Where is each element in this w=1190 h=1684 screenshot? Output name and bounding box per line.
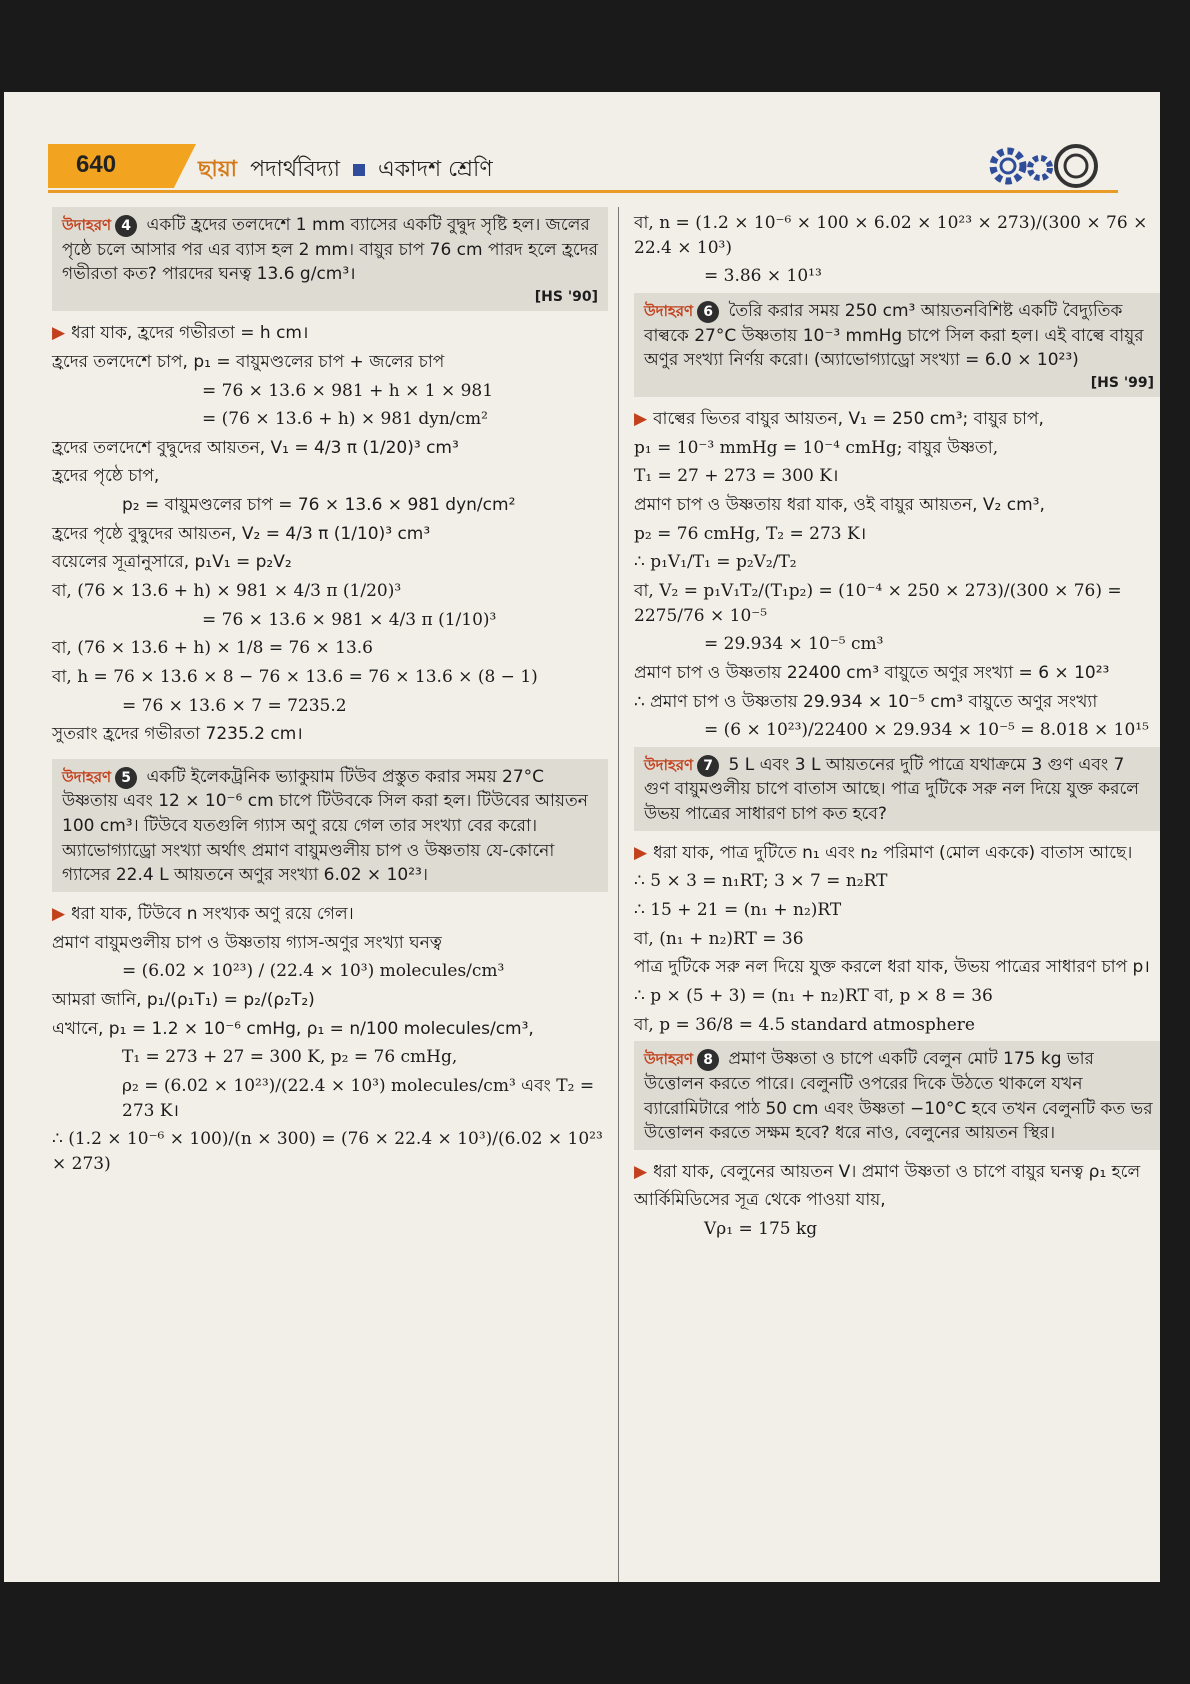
example-4-question <box>52 207 608 311</box>
solution-text: ধরা যাক, পাত্র দুটিতে n₁ এবং n₂ পরিমাণ (মোল এককে) বাতাস আছে। <box>653 842 1133 863</box>
solution-line <box>52 902 608 927</box>
example-tag: উদাহরণ <box>644 1050 694 1069</box>
equation: বা, (76 × 13.6 + h) × 981 × 4/3 π (1/20)³ <box>52 580 402 601</box>
solution-line: ∴ প্রমাণ চাপ ও উষ্ণতায় 29.934 × 10⁻⁵ cm³ বায়ুতে অণুর সংখ্যা <box>634 691 1098 712</box>
gears-icon <box>978 136 1098 196</box>
equation: p₂ = বায়ুমণ্ডলের চাপ = 76 × 13.6 × 981 dyn/cm² <box>122 495 516 516</box>
equation: T₁ = 27 + 273 = 300 K। <box>634 466 839 487</box>
solution-line <box>634 841 1160 866</box>
page-number-tab <box>48 144 196 188</box>
page-header <box>48 144 1160 190</box>
equation: p₁ = 10⁻³ mmHg = 10⁻⁴ cmHg; বায়ুর উষ্ণতা, <box>634 437 999 458</box>
solution-text: ধরা যাক, টিউবে n সংখ্যক অণু রয়ে গেল। <box>71 904 354 925</box>
solution-text: ধরা যাক, বেলুনের আয়তন V। প্রমাণ উষ্ণতা ও চাপে বায়ুর ঘনত্ব ρ₁ হলে <box>653 1161 1141 1182</box>
question-text: তৈরি করার সময় 250 cm³ আয়তনবিশিষ্ট একটি বৈদ্যুতিক বাল্বকে 27°C উষ্ণতায় 10⁻³ mmHg চাপে সিল করা হল। এই বাল্বে বায়ুর অণুর সংখ্যা নির্ণয় করো। (অ্যাভোগ্যাড্রো সংখ্যা = 6.0 × 10²³) <box>644 300 1144 371</box>
solution-line: প্রমাণ চাপ ও উষ্ণতায় ধরা যাক, ওই বায়ুর আয়তন, V₂ cm³, <box>634 495 1045 516</box>
column-divider <box>618 207 619 1582</box>
example-tag: উদাহরণ <box>644 755 694 774</box>
header-rule <box>48 190 1118 193</box>
example-number: 8 <box>697 1049 719 1071</box>
exam-reference: [HS '90] <box>534 288 598 305</box>
equation: ∴ 5 × 3 = n₁RT; 3 × 7 = n₂RT <box>634 871 888 892</box>
brand-logo: ছায়া <box>198 157 238 182</box>
example-number: 6 <box>697 301 719 323</box>
question-text: একটি ইলেকট্রনিক ভ্যাকুয়াম টিউব প্রস্তুত করার সময় 27°C উষ্ণতায় এবং 12 × 10⁻⁶ cm চাপে টিউবকে সিল করা হল। টিউবের আয়তন 100 cm³। টিউবে যতগুলি গ্যাস অণু রয়ে গেল তার সংখ্যা বের করো। অ্যাভোগ্যাড্রো সংখ্যা অর্থাৎ প্রমাণ বায়ুমণ্ডলীয় চাপ ও উষ্ণতায় যে-কোনো গ্যাসের 22.4 L আয়তনে অণুর সংখ্যা 6.02 × 10²³। <box>62 766 588 886</box>
triangle-bullet-icon: ▶ <box>634 1161 648 1182</box>
equation: ∴ (1.2 × 10⁻⁶ × 100)/(n × 300) = (76 × 22.4 × 10³)/(6.02 × 10²³ × 273) <box>52 1129 603 1174</box>
solution-line: আর্কিমিডিসের সূত্র থেকে পাওয়া যায়, <box>634 1190 886 1211</box>
triangle-bullet-icon: ▶ <box>634 842 648 863</box>
equation: = (76 × 13.6 + h) × 981 dyn/cm² <box>202 409 488 430</box>
solution-line: প্রমাণ চাপ ও উষ্ণতায় 22400 cm³ বায়ুতে অণুর সংখ্যা = 6 × 10²³ <box>634 662 1110 683</box>
page-number: 640 <box>76 151 117 178</box>
solution-text: বাল্বের ভিতর বায়ুর আয়তন, V₁ = 250 cm³; বায়ুর চাপ, <box>653 409 1044 430</box>
solution-line: পাত্র দুটিকে সরু নল দিয়ে যুক্ত করলে ধরা যাক, উভয় পাত্রের সাধারণ চাপ p। <box>634 957 1150 978</box>
book-title <box>198 152 493 189</box>
example-5-question <box>52 759 608 892</box>
equation: = (6.02 × 10²³) / (22.4 × 10³) molecules/cm³ <box>122 961 505 982</box>
solution-line: এখানে, p₁ = 1.2 × 10⁻⁶ cmHg, ρ₁ = n/100 molecules/cm³, <box>52 1018 534 1039</box>
answer-line: সুতরাং হ্রদের গভীরতা 7235.2 cm। <box>52 724 303 745</box>
equation: = 29.934 × 10⁻⁵ cm³ <box>704 634 884 655</box>
example-6-question <box>634 293 1160 397</box>
equation: বা, (76 × 13.6 + h) × 1/8 = 76 × 13.6 <box>52 638 373 659</box>
solution-line <box>634 407 1160 432</box>
equation: p₂ = 76 cmHg, T₂ = 273 K। <box>634 523 867 544</box>
answer-line: = 3.86 × 10¹³ <box>704 266 822 287</box>
example-8-question <box>634 1041 1160 1150</box>
class-label: একাদশ শ্রেণি <box>378 157 493 182</box>
question-text: 5 L এবং 3 L আয়তনের দুটি পাত্রে যথাক্রমে 3 গুণ এবং 7 গুণ বায়ুমণ্ডলীয় চাপে বাতাস আছে। পাত্র দুটিকে সরু নল দিয়ে যুক্ত করলে উভয় পাত্রের সাধারণ চাপ কত হবে? <box>644 754 1139 825</box>
spacer <box>52 751 608 759</box>
solution-line: হ্রদের তলদেশে চাপ, p₁ = বায়ুমণ্ডলের চাপ + জলের চাপ <box>52 351 445 372</box>
left-column <box>52 207 608 1180</box>
equation: T₁ = 273 + 27 = 300 K, p₂ = 76 cmHg, <box>122 1047 458 1068</box>
example-7-question <box>634 747 1160 831</box>
example-number: 4 <box>115 215 137 237</box>
equation: = 76 × 13.6 × 981 × 4/3 π (1/10)³ <box>202 609 497 630</box>
triangle-bullet-icon: ▶ <box>52 323 66 344</box>
equation: = 76 × 13.6 × 981 + h × 1 × 981 <box>202 380 494 401</box>
equation: বা, n = (1.2 × 10⁻⁶ × 100 × 6.02 × 10²³ × 273)/(300 × 76 × 22.4 × 10³) <box>634 213 1148 258</box>
solution-line <box>634 1160 1160 1185</box>
equation: বা, h = 76 × 13.6 × 8 − 76 × 13.6 = 76 × 13.6 × (8 − 1) <box>52 666 538 687</box>
triangle-bullet-icon: ▶ <box>52 904 66 925</box>
example-tag: উদাহরণ <box>62 767 112 786</box>
equation: ∴ p × (5 + 3) = (n₁ + n₂)RT বা, p × 8 = 36 <box>634 985 993 1006</box>
example-tag: উদাহরণ <box>62 216 112 234</box>
triangle-bullet-icon: ▶ <box>634 409 648 430</box>
equation: ρ₂ = (6.02 × 10²³)/(22.4 × 10³) molecules/cm³ এবং T₂ = 273 K। <box>122 1075 595 1121</box>
exam-reference: [HS '99] <box>1090 374 1154 391</box>
answer-line: বা, p = 36/8 = 4.5 standard atmosphere <box>634 1014 975 1035</box>
solution-line: বয়েলের সূত্রানুসারে, p₁V₁ = p₂V₂ <box>52 552 292 573</box>
solution-line: হ্রদের তলদেশে বুদ্বুদের আয়তন, V₁ = 4/3 π (1/20)³ cm³ <box>52 437 459 458</box>
solution-line: আমরা জানি, p₁/(ρ₁T₁) = p₂/(ρ₂T₂) <box>52 989 315 1010</box>
solution-line: প্রমাণ বায়ুমণ্ডলীয় চাপ ও উষ্ণতায় গ্যাস-অণুর সংখ্যা ঘনত্ব <box>52 932 442 953</box>
equation: ∴ p₁V₁/T₁ = p₂V₂/T₂ <box>634 552 797 573</box>
square-bullet-icon <box>353 164 365 176</box>
answer-line: = (6 × 10²³)/22400 × 29.934 × 10⁻⁵ = 8.018 × 10¹⁵ <box>704 720 1149 741</box>
equation: ∴ 15 + 21 = (n₁ + n₂)RT <box>634 900 842 921</box>
equation: বা, V₂ = p₁V₁T₂/(T₁p₂) = (10⁻⁴ × 250 × 273)/(300 × 76) = 2275/76 × 10⁻⁵ <box>634 580 1122 626</box>
equation: Vρ₁ = 175 kg <box>704 1219 818 1240</box>
question-text: প্রমাণ উষ্ণতা ও চাপে একটি বেলুন মোট 175 kg ভার উত্তোলন করতে পারে। বেলুনটি ওপরের দিকে উঠতে থাকলে যখন ব্যারোমিটারে পাঠ 50 cm এবং উষ্ণতা −10°C হবে তখন বেলুনটি কত ভর উত্তোলন করতে সক্ষম হবে? ধরে নাও, বেলুনের আয়তন স্থির। <box>644 1049 1153 1144</box>
solution-line <box>52 321 608 346</box>
question-text: একটি হ্রদের তলদেশে 1 mm ব্যাসের একটি বুদ্বুদ সৃষ্টি হল। জলের পৃষ্ঠে চলে আসার পর এর ব্যাস হল 2 mm। বায়ুর চাপ 76 cm পারদ হলে হ্রদের গভীরতা কত? পারদের ঘনত্ব 13.6 g/cm³। <box>62 215 598 285</box>
book-page <box>4 92 1160 1582</box>
solution-text: ধরা যাক, হ্রদের গভীরতা = h cm। <box>71 323 309 344</box>
right-column <box>634 207 1160 1246</box>
example-tag: উদাহরণ <box>644 301 694 320</box>
equation: বা, (n₁ + n₂)RT = 36 <box>634 928 804 949</box>
example-number: 5 <box>115 767 137 789</box>
subject: পদার্থবিদ্যা <box>250 157 341 182</box>
solution-line: হ্রদের পৃষ্ঠে চাপ, <box>52 466 160 487</box>
solution-line: হ্রদের পৃষ্ঠে বুদ্বুদের আয়তন, V₂ = 4/3 π (1/10)³ cm³ <box>52 523 431 544</box>
example-number: 7 <box>697 755 719 777</box>
equation: = 76 × 13.6 × 7 = 7235.2 <box>122 695 347 716</box>
